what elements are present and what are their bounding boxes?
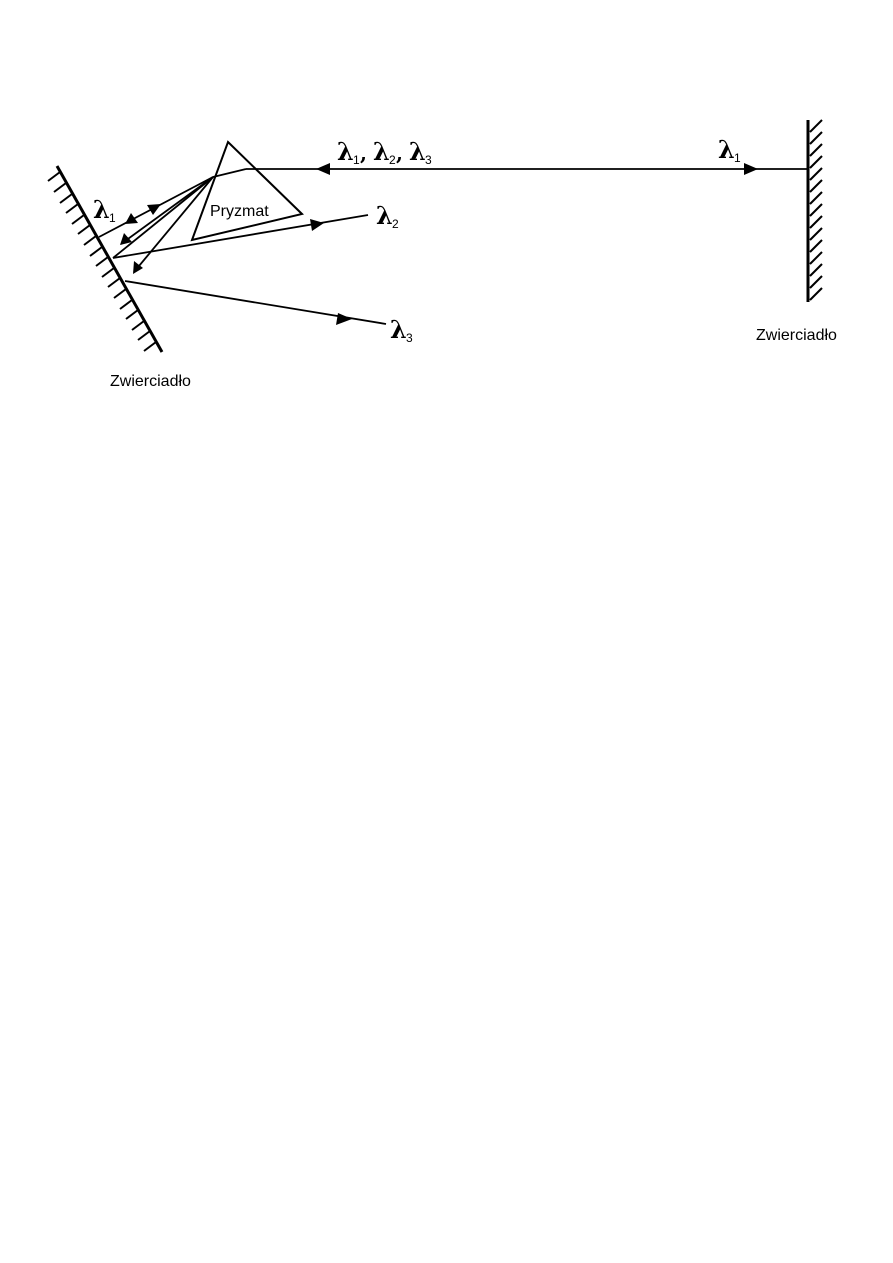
beams [99,169,808,324]
prism-label: Pryzmat [210,203,269,220]
svg-text:λ: λ [390,315,407,344]
beam-left-label [93,195,116,225]
svg-text:3: 3 [406,331,413,345]
beam-combined-label [337,137,432,167]
svg-text:λ: λ [337,137,354,166]
svg-text:1: 1 [353,153,360,167]
left-mirror-label: Zwierciadło [110,373,191,390]
arrow-main-right [744,163,758,175]
svg-text:λ: λ [373,137,390,166]
svg-text:2: 2 [389,153,396,167]
svg-text:λ: λ [409,137,426,166]
prism [192,142,302,240]
beam-lambda3-label [390,315,413,345]
beam-lower [134,177,213,272]
arrow-main-left [316,163,330,175]
arrow-lambda2 [310,219,324,231]
right-mirror [808,120,822,302]
svg-text:λ: λ [376,201,393,230]
arrow-lambda3 [336,313,352,325]
svg-text:1: 1 [109,211,116,225]
beam-right-label [718,135,741,165]
arrow-lambda1-up [147,204,161,215]
arrowheads [120,163,758,325]
beam-to-mirror [113,177,213,258]
right-mirror-label: Zwierciadło [756,327,837,344]
svg-text:λ: λ [718,135,735,164]
svg-text:,: , [396,141,403,165]
svg-text:3: 3 [425,153,432,167]
right-mirror-hatching [810,120,822,300]
beam-lambda2-label [376,201,399,231]
svg-text:λ: λ [93,195,110,224]
svg-text:1: 1 [734,151,741,165]
svg-text:2: 2 [392,217,399,231]
svg-text:,: , [360,141,367,165]
